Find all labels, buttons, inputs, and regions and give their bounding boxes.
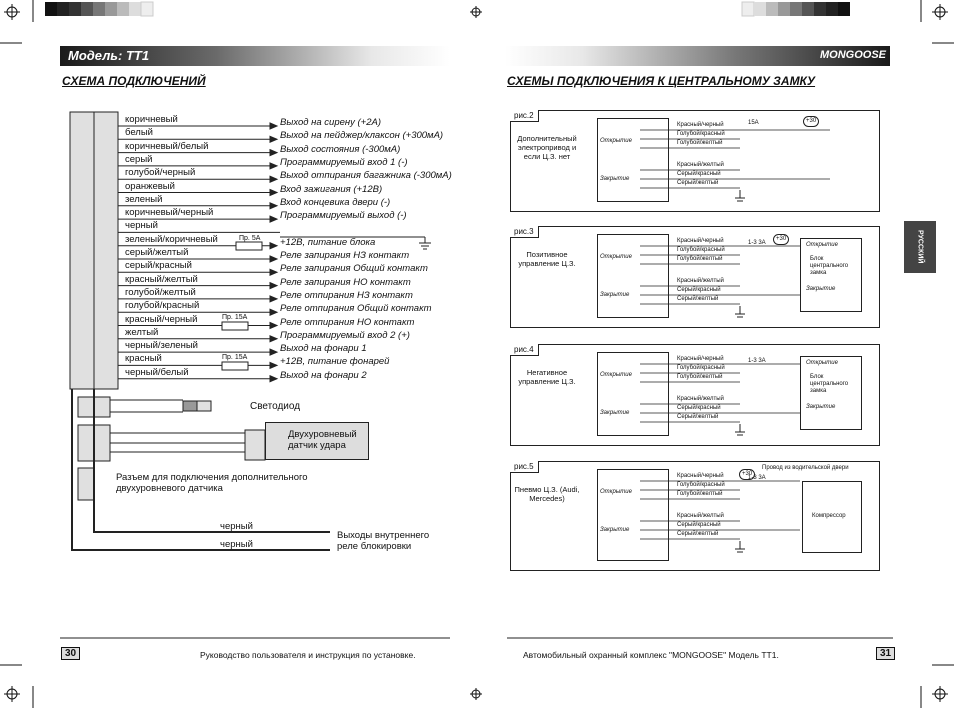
wire-function-label: Реле запирания Общий контакт [280,263,428,275]
wire-function-label: Реле запирания НО контакт [280,276,411,288]
wire-arrow [270,123,277,129]
page-number-right: 31 [876,647,895,660]
open-wire-label: Голубой/желтый [677,491,723,497]
open-wire-label: Красный/черный [677,356,724,362]
wire-arrow [270,216,277,222]
fuse-label: 1-3 3А [748,475,766,481]
wire-function-label: Программируемый вход 2 (+) [280,329,410,341]
wire-arrow [270,203,277,209]
page-number-left: 30 [61,647,80,660]
figure-label: рис.4 [510,344,539,356]
open-wire-label: Красный/черный [677,238,724,244]
footer-left: Руководство пользователя и инструкция по установке. [200,650,416,660]
open-label: Открытие [600,138,632,144]
wire-function-label: Выход на сирену (+2А) [280,117,382,128]
wire-color-label: черный/белый [125,366,189,378]
close-wire-label: Серый/желтый [677,180,719,186]
close-label: Закрытие [600,410,630,416]
wire-function-label: Реле запирания НЗ контакт [280,250,410,261]
wire-arrow [270,163,277,169]
open-label: Открытие [600,489,632,495]
wire-color-label: зеленый/коричневый [125,233,218,245]
close-label: Закрытие [600,527,630,533]
wire-color-label: голубой/желтый [125,286,196,298]
wire-function-label: Выход отпирания багажника (-300мА) [280,170,452,182]
wire-color-label: черный/зеленый [125,340,198,352]
wire-arrow [270,190,277,196]
relay-box [597,118,669,202]
wire-color-label: белый [125,127,153,139]
wire-color-label: зеленый [125,193,163,205]
close-wire-label: Красный/желтый [677,278,724,284]
wire-arrow [270,309,277,315]
block-close-label: Закрытие [806,286,836,292]
language-tab-label: РУССКИЙ [916,230,924,264]
power-label: +30 [739,469,755,480]
extra-sensor-connector-label: Разъем для подключения дополнительного двухуровневого датчика [116,472,308,494]
relay-wire-color: черный [220,539,253,550]
wire-function-label: Программируемый выход (-) [280,210,407,222]
open-wire-label: Голубой/желтый [677,256,723,262]
power-label: +30 [803,116,819,127]
close-wire-label: Серый/желтый [677,531,719,537]
door-wire-label: Провод из водительской двери [762,465,849,471]
fuse-label: Пр. 15А [222,354,248,361]
block-close-label: Закрытие [806,404,836,410]
wire-color-label: красный/черный [125,313,198,325]
close-wire-label: Серый/красный [677,522,721,528]
open-wire-label: Голубой/желтый [677,374,723,380]
wire-color-label: красный/желтый [125,273,198,285]
wire-arrow [270,296,277,302]
wire-color-label: черный [125,220,158,232]
wire-arrow [270,376,277,382]
close-wire-label: Серый/красный [677,287,721,293]
wire-arrow [270,176,277,182]
led-label: Светодиод [250,401,301,412]
model-label: Модель: TT1 [68,48,150,63]
fuse-label: Пр. 15А [222,314,248,321]
relay-box [597,352,669,436]
wire-arrow [270,256,277,262]
right-header-bar [505,46,890,66]
open-wire-label: Красный/черный [677,473,724,479]
shock-sensor-label: Двухуровневый датчик удара [288,429,357,451]
open-label: Открытие [600,254,632,260]
wire-arrow [270,283,277,289]
wire-function-label: Реле отпирания Общий контакт [280,303,432,315]
wire-function-label: Выход на пейджер/клаксон (+300мА) [280,130,444,142]
wire-arrow [270,136,277,142]
block-open-label: Открытие [806,360,838,366]
wire-color-label: оранжевый [125,180,175,192]
open-label: Открытие [600,372,632,378]
wire-arrow [270,349,277,355]
brand-logo: MONGOOSE [819,49,886,61]
relay-box [597,469,669,561]
close-wire-label: Красный/желтый [677,162,724,168]
open-wire-label: Голубой/красный [677,365,725,371]
close-wire-label: Красный/желтый [677,396,724,402]
relay-box [597,234,669,318]
wire-function-label: Выход на фонари 2 [280,369,367,381]
left-section-title: СХЕМА ПОДКЛЮЧЕНИЙ [62,74,206,88]
right-section-title: СХЕМЫ ПОДКЛЮЧЕНИЯ К ЦЕНТРАЛЬНОМУ ЗАМКУ [507,74,816,88]
wire-arrow [270,269,277,275]
block-label: Блок центрального замка [810,256,849,276]
wire-color-label: красный [125,353,162,365]
figure-description: Пневмо Ц.З. (Audi, Mercedes) [514,485,580,503]
wire-color-label: желтый [125,326,159,338]
wire-color-label: коричневый/белый [125,140,209,152]
footer-right: Автомобильный охранный комплекс "MONGOOSE" Модель TT1. [523,650,779,660]
figure-label: рис.2 [510,110,539,122]
wire-function-label: Выход состояния (-300мА) [280,143,401,155]
footer-rule [507,637,893,639]
wire-arrow [270,243,277,249]
open-wire-label: Красный/черный [677,122,724,128]
block-open-label: Открытие [806,242,838,248]
wire-function-label: Реле отпирания НО контакт [280,316,415,328]
wire-function-label: +12В, питание фонарей [280,356,390,368]
close-label: Закрытие [600,176,630,182]
figure-label: рис.5 [510,461,539,473]
fuse-label: Пр. 5А [239,235,261,242]
open-wire-label: Голубой/красный [677,482,725,488]
wire-function-label: +12В, питание блока [280,236,376,248]
wire-function-label: Реле отпирания НЗ контакт [280,289,413,301]
relay-wire-color: черный [220,521,253,532]
open-wire-label: Голубой/желтый [677,140,723,146]
open-wire-label: Голубой/красный [677,247,725,253]
open-wire-label: Голубой/красный [677,131,725,137]
footer-rule [60,637,450,639]
close-wire-label: Серый/красный [677,171,721,177]
wire-color-label: голубой/красный [125,300,200,312]
close-label: Закрытие [600,292,630,298]
close-wire-label: Серый/красный [677,405,721,411]
wire-arrow [270,323,277,329]
compressor-label: Компрессор [812,513,846,519]
figure-description: Негативное управление Ц.З. [518,368,576,386]
wire-color-label: серый [125,153,153,165]
figure-description: Дополнительный электропривод и если Ц.З. нет [517,134,577,161]
wire-arrow [270,336,277,342]
block-label: Блок центрального замка [810,374,849,394]
figure-description: Позитивное управление Ц.З. [518,250,576,268]
wire-arrow [270,150,277,156]
fuse-label: 15А [748,120,759,126]
close-wire-label: Серый/желтый [677,296,719,302]
wire-color-label: голубой/черный [125,167,196,179]
fuse-label: 1-3 3А [748,240,766,246]
wire-color-label: серый/желтый [125,247,189,258]
relay-outputs-label: Выходы внутреннего реле блокировки [337,530,430,552]
wire-color-label: коричневый [125,114,178,125]
wire-function-label: Выход на фонари 1 [280,343,367,355]
figure-label: рис.3 [510,226,539,238]
close-wire-label: Серый/желтый [677,414,719,420]
wire-color-label: коричневый/черный [125,207,214,219]
wire-function-label: Вход зажигания (+12В) [280,183,383,195]
wire-function-label: Вход концевика двери (-) [280,196,391,208]
close-wire-label: Красный/желтый [677,513,724,519]
fuse-label: 1-3 3А [748,358,766,364]
wire-arrow [270,362,277,368]
power-label: +30 [773,234,789,245]
wire-color-label: серый/красный [125,260,192,272]
wire-function-label: Программируемый вход 1 (-) [280,156,408,168]
